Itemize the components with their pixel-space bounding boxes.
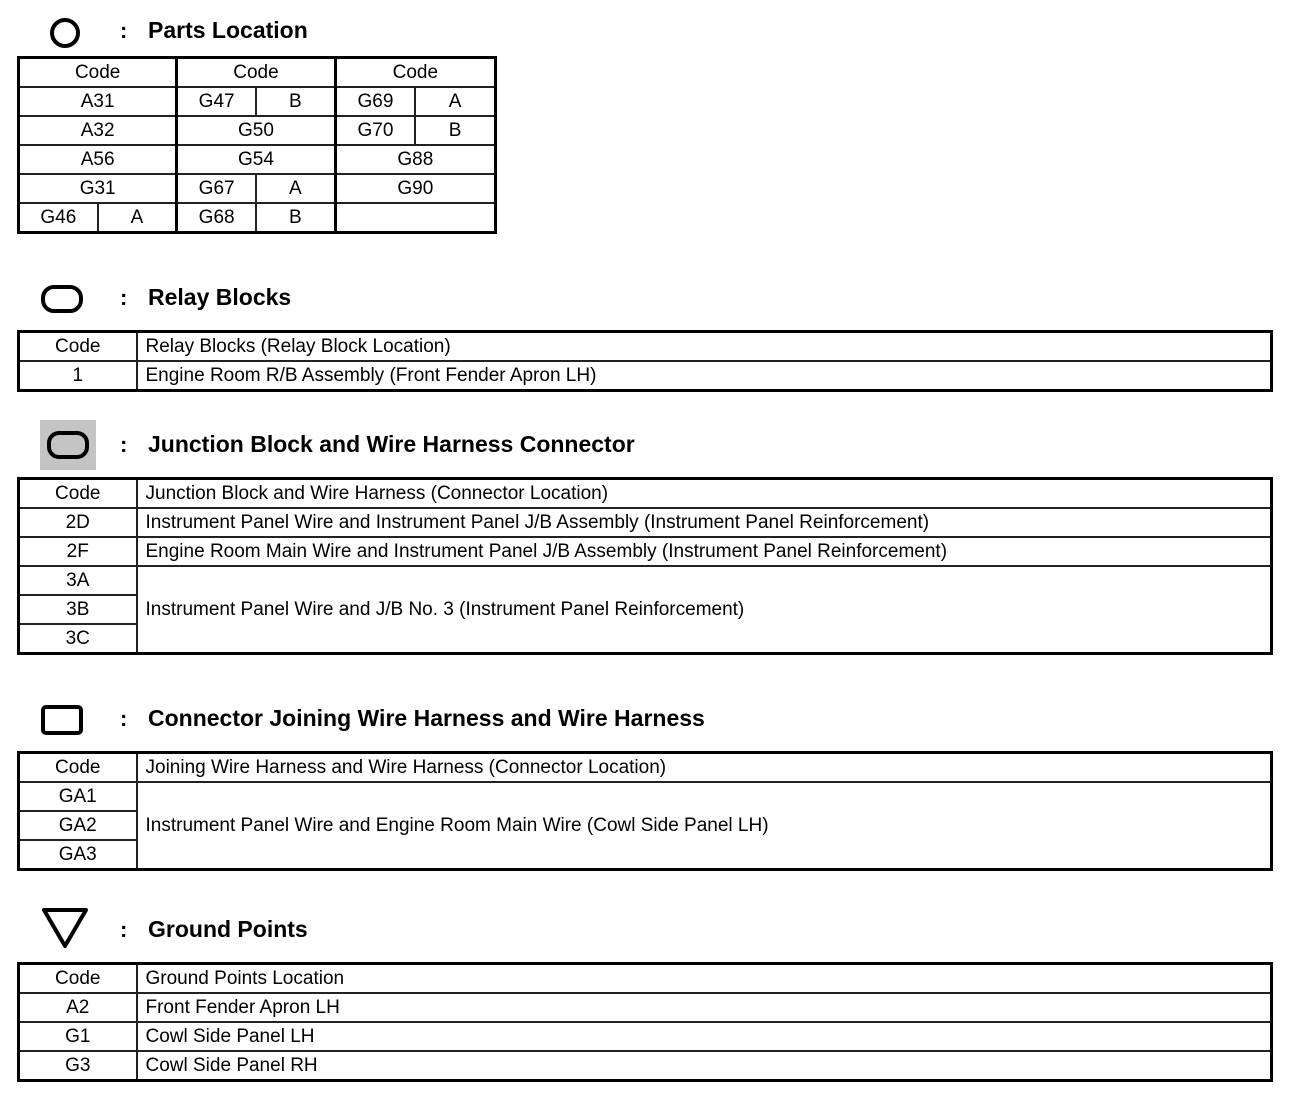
header-code-cell: Code (19, 58, 177, 88)
table-row (19, 753, 1272, 783)
connector-colon: : (120, 706, 128, 731)
header-code-cell: Code (177, 58, 335, 88)
part-code-cell: G54 (177, 145, 335, 174)
header-code-cell: Code (335, 58, 495, 88)
table-row (19, 58, 496, 88)
connector-joining-table (17, 751, 1273, 871)
parts-colon: : (120, 18, 128, 43)
part-code-cell: G70 (335, 116, 415, 145)
part-code-cell: A31 (19, 87, 177, 116)
part-code-cell: G90 (335, 174, 495, 203)
ground-points-table (17, 962, 1273, 1082)
part-code-cell: G31 (19, 174, 177, 203)
table-row (19, 508, 1272, 537)
part-code-cell: G67 (177, 174, 256, 203)
relay-blocks-title: Relay Blocks (148, 284, 292, 310)
header-desc-cell: Relay Blocks (Relay Block Location) (137, 332, 1272, 362)
inverted-triangle-symbol-icon (40, 906, 90, 950)
junction-desc-cell: Engine Room Main Wire and Instrument Panel J/B Assembly (Instrument Panel Reinforcement) (137, 537, 1272, 566)
part-code-cell: G68 (177, 203, 256, 233)
table-row (19, 87, 496, 116)
relay-colon: : (120, 285, 128, 310)
ground-code-cell: G1 (19, 1022, 137, 1051)
table-row (19, 479, 1272, 509)
ground-desc-cell: Cowl Side Panel LH (137, 1022, 1272, 1051)
part-code-cell: G46 (19, 203, 98, 233)
junction-code-cell: 3A (19, 566, 137, 595)
junction-code-cell: 2F (19, 537, 137, 566)
header-desc-cell: Junction Block and Wire Harness (Connector Location) (137, 479, 1272, 509)
part-variant-cell: A (415, 87, 495, 116)
junction-code-cell: 3B (19, 595, 137, 624)
connector-code-cell: GA2 (19, 811, 137, 840)
junction-colon: : (120, 432, 128, 457)
part-variant-cell: B (415, 116, 495, 145)
part-code-cell: G88 (335, 145, 495, 174)
part-variant-cell: B (256, 87, 335, 116)
empty-cell (335, 203, 495, 233)
part-variant-cell: A (98, 203, 177, 233)
junction-block-table (17, 477, 1273, 655)
ground-code-cell: G3 (19, 1051, 137, 1081)
ground-desc-cell: Front Fender Apron LH (137, 993, 1272, 1022)
part-code-cell: G69 (335, 87, 415, 116)
part-variant-cell: B (256, 203, 335, 233)
table-row (19, 537, 1272, 566)
relay-desc-cell: Engine Room R/B Assembly (Front Fender Apron LH) (137, 361, 1272, 391)
table-row (19, 964, 1272, 994)
table-row (19, 203, 496, 233)
junction-group-desc-cell: Instrument Panel Wire and J/B No. 3 (Instrument Panel Reinforcement) (137, 566, 1272, 654)
part-code-cell: A56 (19, 145, 177, 174)
ground-points-title: Ground Points (148, 916, 308, 942)
parts-location-table (17, 56, 497, 234)
part-code-cell: G50 (177, 116, 335, 145)
circle-symbol-icon (48, 16, 82, 50)
header-desc-cell: Joining Wire Harness and Wire Harness (Connector Location) (137, 753, 1272, 783)
table-row (19, 145, 496, 174)
header-code-cell: Code (19, 332, 137, 362)
table-row (19, 1022, 1272, 1051)
table-row (19, 332, 1272, 362)
connector-code-cell: GA3 (19, 840, 137, 870)
table-row (19, 993, 1272, 1022)
part-variant-cell: A (256, 174, 335, 203)
header-code-cell: Code (19, 753, 137, 783)
table-row (19, 116, 496, 145)
rounded-rect-symbol-icon (40, 284, 84, 314)
header-code-cell: Code (19, 964, 137, 994)
junction-code-cell: 3C (19, 624, 137, 654)
junction-desc-cell: Instrument Panel Wire and Instrument Panel J/B Assembly (Instrument Panel Reinforcement) (137, 508, 1272, 537)
table-row (19, 782, 1272, 811)
ground-code-cell: A2 (19, 993, 137, 1022)
relay-blocks-table (17, 330, 1273, 392)
table-row (19, 174, 496, 203)
part-code-cell: A32 (19, 116, 177, 145)
connector-joining-title: Connector Joining Wire Harness and Wire Harness (148, 705, 705, 731)
relay-code-cell: 1 (19, 361, 137, 391)
connector-group-desc-cell: Instrument Panel Wire and Engine Room Main Wire (Cowl Side Panel LH) (137, 782, 1272, 870)
table-row (19, 1051, 1272, 1081)
connector-code-cell: GA1 (19, 782, 137, 811)
junction-code-cell: 2D (19, 508, 137, 537)
ground-desc-cell: Cowl Side Panel RH (137, 1051, 1272, 1081)
table-row (19, 361, 1272, 391)
header-desc-cell: Ground Points Location (137, 964, 1272, 994)
part-code-cell: G47 (177, 87, 256, 116)
parts-location-title: Parts Location (148, 17, 308, 43)
shaded-rounded-rect-symbol-icon (40, 420, 96, 470)
header-code-cell: Code (19, 479, 137, 509)
junction-block-title: Junction Block and Wire Harness Connector (148, 431, 635, 457)
square-symbol-icon (40, 704, 84, 736)
table-row (19, 566, 1272, 595)
ground-colon: : (120, 917, 128, 942)
